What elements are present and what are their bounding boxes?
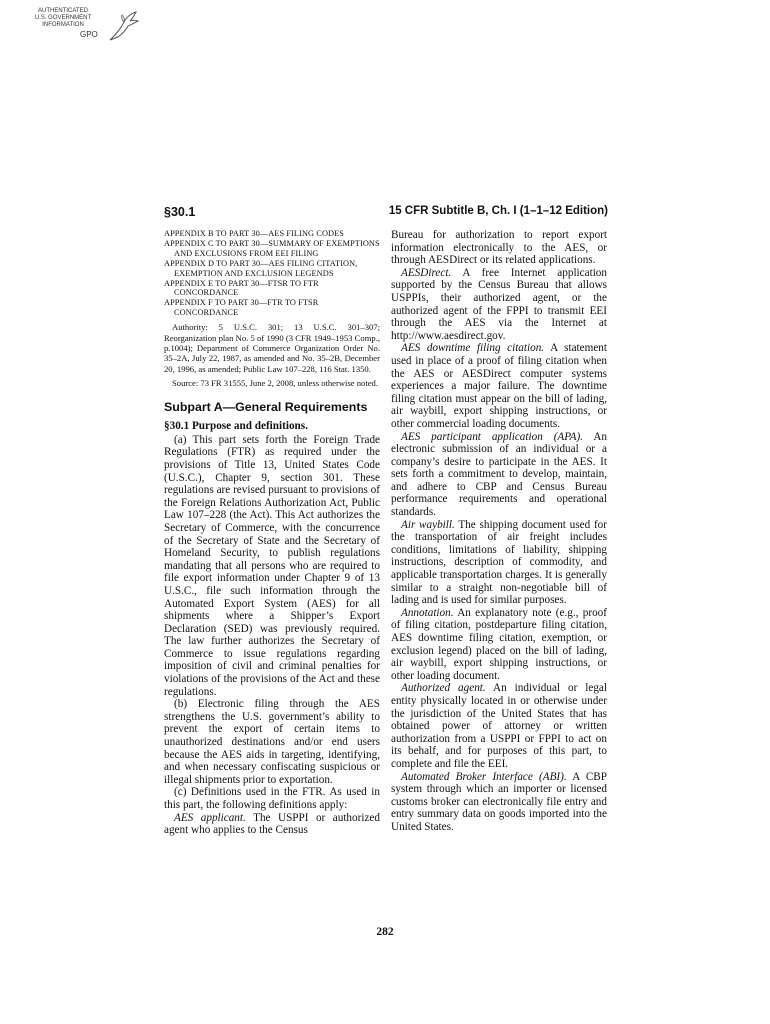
definition-term: AES downtime filing citation.	[401, 342, 545, 355]
definition-text: An individual or legal entity physically located in or otherwise under the jurisdiction of the United States that has obtained power of attorney or written authorization from a USPPI or FPPI to act on its behalf, and for purposes of this part, to complete and file the EEI.	[391, 682, 607, 770]
section-heading: §30.1 Purpose and definitions.	[164, 420, 308, 433]
definition-term: AESDirect.	[401, 266, 452, 279]
continuation-text: Bureau for authorization to report export information electronically to the AES, or through AESDirect or its related applications.	[391, 229, 607, 267]
seal-line: AUTHENTICATED	[38, 8, 88, 14]
definition-abi	[391, 771, 607, 834]
definition-term: AES applicant.	[174, 811, 246, 824]
subpart-heading: Subpart A—General Requirements	[164, 399, 368, 414]
toc-item: APPENDIX C TO PART 30—SUMMARY OF EXEMPTIONS AND EXCLUSIONS FROM EEI FILING	[164, 238, 380, 258]
toc-item: APPENDIX E TO PART 30—FTSR TO FTR CONCORDANCE	[164, 278, 319, 298]
authority-note: Authority: 5 U.S.C. 301; 13 U.S.C. 301–307; Reorganization plan No. 5 of 1990 (3 CFR 1949–1953 Comp., p.1004); Department of Commerce Organization Order No. 35–2A, July 22, 1987, as amended and No. 35–2B, December 20, 1996, as amended; Public Law 107–228, 116 Stat. 1350.	[164, 322, 380, 374]
definition-text: A CBP system through which an importer or licensed customs broker can electronically file entry and entry summary data on goods imported into the United States.	[391, 770, 607, 833]
paragraph-a: (a) This part sets forth the Foreign Trade Regulations (FTR) as required under the provisions of Title 13, United States Code (U.S.C.), Chapter 9, section 301. These regulations are revised pursuant to provisions of the Foreign Relations Authorization Act, Public Law 107–228 (the Act). This Act authorizes the Secretary of Commerce, with the concurrence of the Secretary of State and the Secretary of Homeland Security, to publish regulations mandating that all persons who are required to file export information under Chapter 9 of 13 U.S.C., file such information through the Automated Export System (AES) for all shipments where a Shipper’s Export Declaration (SED) was previously required. The law further authorizes the Secretary of Commerce to issue regulations regarding imposition of civil and criminal penalties for violations of the provisions of the Act and these regulations.	[164, 433, 380, 698]
source-note: Source: 73 FR 31555, June 2, 2008, unless otherwise noted.	[172, 378, 378, 389]
definition-text: The shipping document used for the transportation of air freight includes conditions, limitations of liability, shipping instructions, description of commodity, and applicable transportation charges. It is generally similar to a straight non-negotiable bill of lading and is used for similar purposes.	[391, 518, 607, 607]
definition-aes-applicant	[164, 812, 380, 837]
right-column	[391, 229, 607, 834]
seal-gpo-text: GPO	[80, 30, 98, 39]
toc-item: APPENDIX D TO PART 30—AES FILING CITATION, EXEMPTION AND EXCLUSION LEGENDS	[164, 258, 358, 278]
section-header: §30.1	[164, 205, 196, 219]
running-title: 15 CFR Subtitle B, Ch. I (1–1–12 Edition)	[388, 205, 608, 217]
definition-text: A free Internet application supported by the Census Bureau that allows USPPIs, their authorized agent, or the authorized agent of the FPPI to transmit EEI through the AES via the Internet at http://www.aesdirect.gov.	[391, 266, 607, 342]
gpo-authentication-seal	[28, 8, 140, 48]
definition-air-waybill	[391, 519, 607, 607]
definition-apa	[391, 431, 607, 519]
definition-downtime	[391, 342, 607, 430]
definition-authorized-agent	[391, 682, 607, 770]
definition-term: Authorized agent.	[401, 682, 486, 695]
seal-line: U.S. GOVERNMENT	[34, 15, 92, 21]
definition-term: Annotation.	[401, 606, 454, 619]
page-number: 282	[376, 926, 394, 938]
toc-item: APPENDIX B TO PART 30—AES FILING CODES	[164, 229, 345, 238]
definition-term: Automated Broker Interface (ABI).	[401, 770, 567, 783]
seal-line: INFORMATION	[42, 22, 84, 28]
definition-text: The USPPI or authorized agent who applies to the Census	[164, 811, 380, 837]
definition-aesdirect	[391, 267, 607, 343]
definition-term: AES participant application (APA).	[401, 430, 584, 443]
toc-item: APPENDIX F TO PART 30—FTR TO FTSR CONCORDANCE	[164, 298, 319, 318]
paragraph-b: (b) Electronic filing through the AES strengthens the U.S. government’s ability to prevent the export of certain items to unauthorized destinations and/or end users because the AES aids in targeting, identifying, and when necessary confiscating suspicious or illegal shipments prior to exportation.	[164, 698, 380, 786]
definition-text: A statement used in place of a proof of filing citation when the AES or AESDirect computer systems experiences a major failure. The downtime filing citation must appear on the bill of lading, air waybill, export shipping instructions, or other commercial loading documents.	[391, 342, 607, 430]
left-column	[164, 229, 380, 837]
definition-annotation	[391, 607, 607, 683]
paragraph-c: (c) Definitions used in the FTR. As used in this part, the following definitions apply:	[164, 786, 380, 811]
definition-text: An explanatory note (e.g., proof of filing citation, postdeparture filing citation, AES downtime filing citation, exemption, or exclusion legend) placed on the bill of lading, air waybill, export shipping instructions, or other loading document.	[391, 606, 607, 682]
eagle-icon	[106, 10, 140, 44]
definition-term: Air waybill.	[401, 518, 455, 531]
definition-text: An electronic submission of an individual or a company’s desire to participate in the AES. It sets forth a commitment to develop, maintain, and adhere to CBP and Census Bureau performance requirements and operational standards.	[391, 430, 607, 519]
